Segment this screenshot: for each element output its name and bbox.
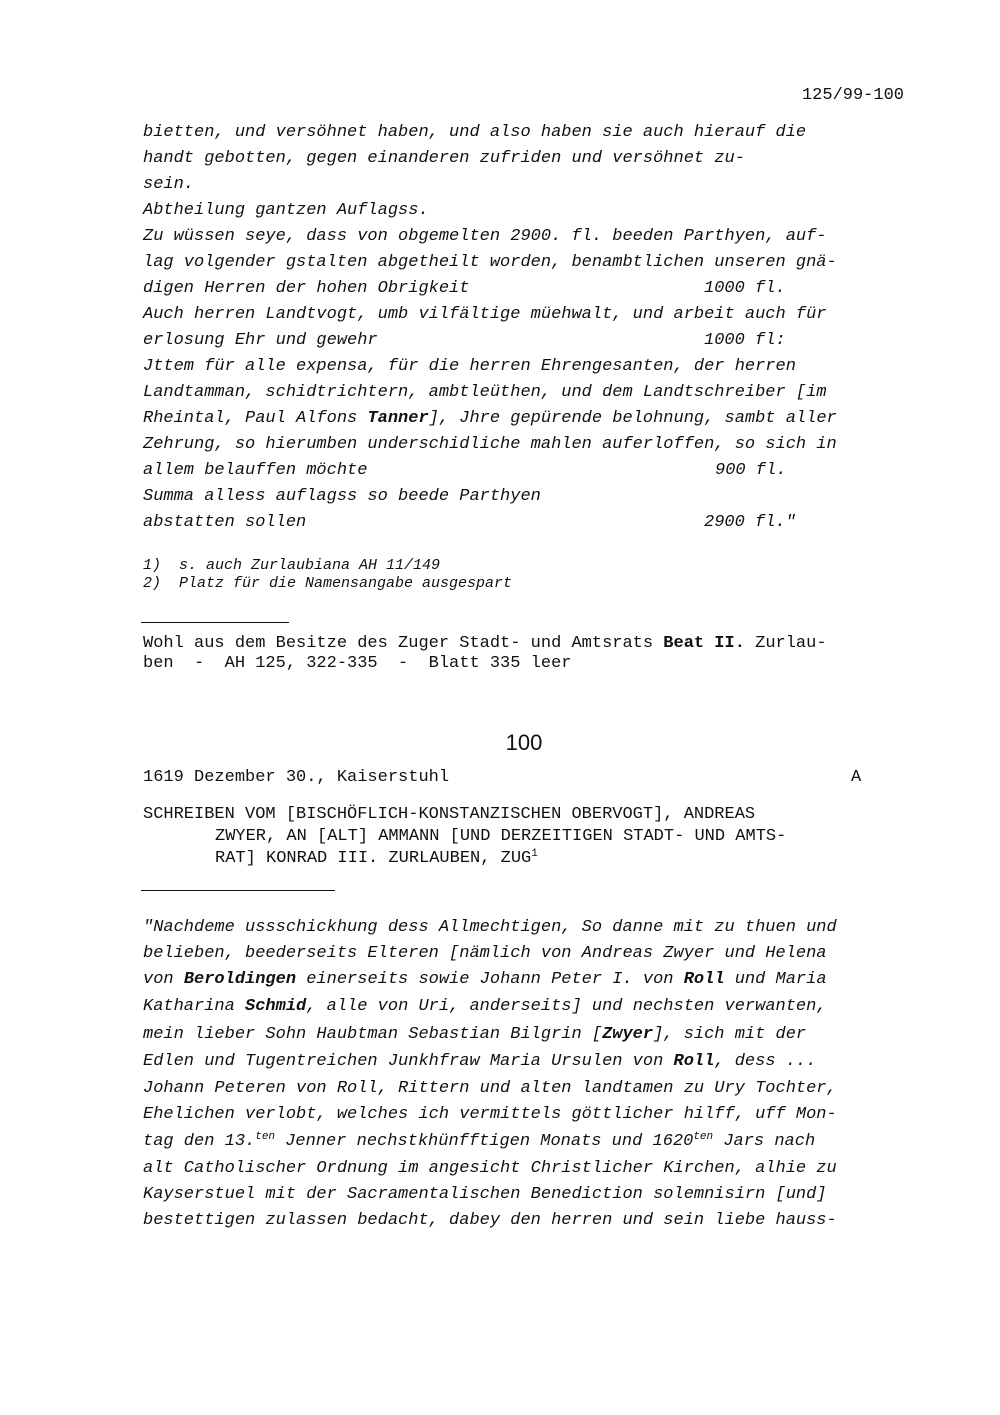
- text-line: bestettigen zulassen bedacht, dabey den herren und sein liebe hauss-: [143, 1211, 837, 1230]
- document-type: A: [851, 768, 862, 787]
- document-title-line: SCHREIBEN VOM [BISCHÖFLICH-KONSTANZISCHEN OBERVOGT], ANDREAS: [143, 805, 756, 824]
- text-line: abstatten sollen: [143, 513, 307, 532]
- text-line: [143, 1025, 806, 1044]
- text-line: Zehrung, so hierumben underschidliche mahlen auferloffen, so sich in: [143, 435, 837, 454]
- page-number: 125/99-100: [801, 86, 904, 105]
- text-segment: ], sich mit der: [653, 1025, 807, 1044]
- text-line: erlosung Ehr und gewehr: [143, 331, 378, 350]
- text-line: [143, 409, 837, 428]
- text-line: lag volgender gstalten abgetheilt worden, benambtlichen unseren gnä-: [143, 253, 837, 272]
- text-line: handt gebotten, gegen einanderen zufriden und versöhnet zu-: [143, 149, 745, 168]
- footnote: 1) s. auch Zurlaubiana AH 11/149: [143, 557, 441, 574]
- name-zwyer: Zwyer: [602, 1025, 654, 1044]
- text-line: Auch herren Landtvogt, umb vilfältige müehwalt, und arbeit auch für: [143, 305, 827, 324]
- text-segment: Rheintal, Paul Alfons: [143, 409, 368, 428]
- text-segment: , dess ...: [714, 1052, 817, 1071]
- text-segment: von: [143, 970, 184, 989]
- name-beat: Beat II.: [663, 634, 745, 653]
- text-segment: , alle von Uri, anderseits] und nechsten verwanten,: [306, 997, 827, 1016]
- text-line: alt Catholischer Ordnung im angesicht Christlicher Kirchen, alhie zu: [143, 1159, 837, 1178]
- amount: 1000 fl.: [704, 279, 786, 298]
- text-segment: Jenner nechstkhünfftigen Monats und 1620: [275, 1132, 694, 1151]
- text-line: Ehelichen verlobt, welches ich vermittels göttlicher hilff, uff Mon-: [143, 1105, 837, 1124]
- text-line: Johann Peteren von Roll, Rittern und alten landtamen zu Ury Tochter,: [143, 1079, 837, 1098]
- amount: 2900 fl.": [704, 513, 796, 532]
- text-line: belieben, beederseits Elteren [nämlich von Andreas Zwyer und Helena: [143, 944, 827, 963]
- text-segment: Wohl aus dem Besitze des Zuger Stadt- und Amtsrats: [143, 634, 664, 653]
- text-line: Zu wüssen seye, dass von obgemelten 2900. fl. beeden Parthyen, auf-: [143, 227, 827, 246]
- divider: [141, 890, 335, 891]
- text-line: bietten, und versöhnet haben, und also haben sie auch hierauf die: [143, 123, 807, 142]
- section-heading: Abtheilung gantzen Auflagss.: [143, 201, 429, 220]
- text-line: Jttem für alle expensa, für die herren Ehrengesanten, der herren: [143, 357, 796, 376]
- name-schmid: Schmid: [245, 997, 307, 1016]
- text-segment: Zurlau-: [744, 634, 827, 653]
- document-number: 100: [505, 730, 543, 755]
- text-segment: und Maria: [724, 970, 827, 989]
- name-tanner: Tanner: [367, 409, 429, 428]
- superscript: ten: [693, 1131, 714, 1143]
- date-place: 1619 Dezember 30., Kaiserstuhl: [143, 768, 450, 787]
- text-segment: Jars nach: [713, 1132, 816, 1151]
- amount: 900 fl.: [715, 461, 787, 480]
- footnote-marker: 1: [531, 848, 538, 860]
- text-line: [143, 1132, 815, 1151]
- text-line: [143, 970, 827, 989]
- text-line: Landtamman, schidtrichtern, ambtleüthen, und dem Landtschreiber [im: [143, 383, 827, 402]
- text-segment: mein lieber Sohn Haubtman Sebastian Bilgrin [: [143, 1025, 603, 1044]
- text-segment: ], Jhre gepürende belohnung, sambt aller: [428, 409, 837, 428]
- superscript: ten: [255, 1131, 276, 1143]
- name-beroldingen: Beroldingen: [183, 970, 297, 989]
- text-line: Summa alless auflagss so beede Parthyen: [143, 487, 541, 506]
- text-line: sein.: [143, 175, 195, 194]
- text-segment: Edlen und Tugentreichen Junkhfraw Maria Ursulen von: [143, 1052, 674, 1071]
- text-line: [143, 1052, 816, 1071]
- footnote: 2) Platz für die Namensangabe ausgespart: [143, 575, 513, 592]
- text-line: allem belauffen möchte: [143, 461, 368, 480]
- text-line: Kayserstuel mit der Sacramentalischen Benediction solemnisirn [und]: [143, 1185, 827, 1204]
- document-title-line: ZWYER, AN [ALT] AMMANN [UND DERZEITIGEN STADT- UND AMTS-: [215, 827, 787, 846]
- amount: 1000 fl:: [704, 331, 786, 350]
- name-roll: Roll: [673, 1052, 715, 1071]
- provenance-line: [143, 634, 827, 653]
- text-line: "Nachdeme ussschickhung dess Allmechtigen, So danne mit zu thuen und: [143, 918, 837, 937]
- text-segment: RAT] KONRAD III. ZURLAUBEN, ZUG: [215, 849, 532, 868]
- text-segment: tag den 13.: [143, 1132, 256, 1151]
- divider: [141, 622, 289, 623]
- text-segment: Katharina: [143, 997, 246, 1016]
- text-segment: einerseits sowie Johann Peter I. von: [296, 970, 684, 989]
- text-line: digen Herren der hohen Obrigkeit: [143, 279, 470, 298]
- document-title-line: [215, 849, 538, 868]
- text-line: [143, 997, 827, 1016]
- provenance-line: ben - AH 125, 322-335 - Blatt 335 leer: [143, 654, 572, 673]
- name-roll: Roll: [683, 970, 725, 989]
